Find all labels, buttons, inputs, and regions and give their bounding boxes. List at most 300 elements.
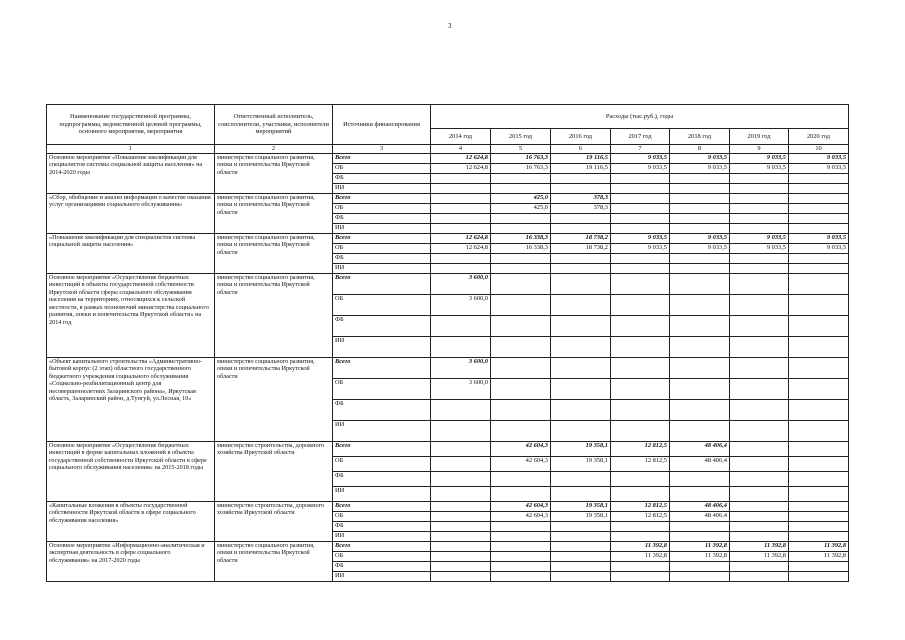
header-year: 2018 год [670, 129, 730, 145]
amount-cell [491, 522, 551, 532]
amount-cell [789, 532, 849, 542]
funding-source-cell: ИИ [333, 184, 431, 194]
executor-cell: министерство социального развития, опеки и попечительства Иркутской области [215, 274, 333, 358]
funding-source-cell: ФБ [333, 214, 431, 224]
header-expenses: Расходы (тыс.руб.), годы [431, 105, 849, 129]
amount-cell [551, 400, 611, 421]
amount-cell [789, 184, 849, 194]
table-row [47, 234, 849, 244]
amount-cell [551, 295, 611, 316]
amount-cell: 11 392,8 [789, 552, 849, 562]
amount-cell [611, 379, 670, 400]
funding-source-cell: Всего [333, 274, 431, 295]
amount-cell [789, 512, 849, 522]
amount-cell [611, 316, 670, 337]
amount-cell [670, 472, 730, 487]
amount-cell [789, 472, 849, 487]
amount-cell [431, 442, 491, 457]
amount-cell: 9 033,5 [730, 234, 789, 244]
amount-cell [431, 542, 491, 552]
amount-cell [611, 472, 670, 487]
table-row [47, 358, 849, 379]
amount-cell: 42 604,3 [491, 502, 551, 512]
amount-cell [431, 552, 491, 562]
amount-cell [730, 214, 789, 224]
header-program-name: Наименование государственной программы, подпрограммы, ведомственной целевой программы, основного мероприятия, мероприятия [47, 105, 215, 145]
funding-source-cell: ИИ [333, 224, 431, 234]
amount-cell [491, 337, 551, 358]
column-number: 1 [47, 145, 215, 154]
funding-source-cell: Всего [333, 234, 431, 244]
amount-cell [611, 532, 670, 542]
amount-cell [670, 174, 730, 184]
amount-cell [431, 532, 491, 542]
amount-cell [730, 174, 789, 184]
amount-cell [491, 316, 551, 337]
amount-cell [491, 184, 551, 194]
funding-source-cell: ФБ [333, 522, 431, 532]
funding-source-cell: Всего [333, 442, 431, 457]
amount-cell [491, 224, 551, 234]
amount-cell: 9 033,5 [670, 164, 730, 174]
amount-cell: 11 392,8 [670, 542, 730, 552]
amount-cell [611, 337, 670, 358]
amount-cell: 9 033,5 [789, 244, 849, 254]
funding-source-cell: ОБ [333, 204, 431, 214]
amount-cell: 16 763,3 [491, 154, 551, 164]
amount-cell [431, 194, 491, 204]
amount-cell [431, 204, 491, 214]
amount-cell [789, 274, 849, 295]
amount-cell: 11 392,8 [670, 552, 730, 562]
executor-cell: министерство социального развития, опеки и попечительства Иркутской области [215, 542, 333, 582]
amount-cell: 16 763,3 [491, 164, 551, 174]
amount-cell [611, 562, 670, 572]
amount-cell [551, 214, 611, 224]
amount-cell: 12 812,5 [611, 457, 670, 472]
column-number: 10 [789, 145, 849, 154]
amount-cell [431, 522, 491, 532]
funding-source-cell: ОБ [333, 164, 431, 174]
amount-cell [730, 204, 789, 214]
amount-cell [491, 358, 551, 379]
amount-cell [491, 254, 551, 264]
header-year: 2017 год [611, 129, 670, 145]
amount-cell [789, 204, 849, 214]
funding-source-cell: ОБ [333, 379, 431, 400]
amount-cell [551, 316, 611, 337]
amount-cell [730, 264, 789, 274]
executor-cell: министерство социального развития, опеки и попечительства Иркутской области [215, 234, 333, 274]
amount-cell [730, 532, 789, 542]
amount-cell [551, 274, 611, 295]
amount-cell [670, 379, 730, 400]
amount-cell [670, 254, 730, 264]
funding-source-cell: ОБ [333, 457, 431, 472]
column-number: 5 [491, 145, 551, 154]
amount-cell [670, 572, 730, 582]
amount-cell [730, 562, 789, 572]
amount-cell [431, 487, 491, 502]
funding-source-cell: ИИ [333, 337, 431, 358]
amount-cell [431, 174, 491, 184]
amount-cell [551, 421, 611, 442]
amount-cell [551, 184, 611, 194]
amount-cell: 9 033,5 [789, 234, 849, 244]
amount-cell [491, 379, 551, 400]
amount-cell: 425,0 [491, 194, 551, 204]
amount-cell [551, 542, 611, 552]
amount-cell: 3 600,0 [431, 358, 491, 379]
header-executor: Ответственный исполнитель, соисполнители, участники, исполнители мероприятий [215, 105, 333, 145]
executor-cell: министерство социального развития, опеки и попечительства Иркутской области [215, 154, 333, 194]
amount-cell [491, 562, 551, 572]
funding-source-cell: Всего [333, 154, 431, 164]
amount-cell [730, 457, 789, 472]
amount-cell: 9 033,5 [789, 164, 849, 174]
amount-cell [670, 274, 730, 295]
executor-cell: министерство социального развития, опеки и попечительства Иркутской области [215, 194, 333, 234]
amount-cell [491, 487, 551, 502]
amount-cell [431, 400, 491, 421]
amount-cell [670, 194, 730, 204]
amount-cell [431, 472, 491, 487]
amount-cell [670, 562, 730, 572]
amount-cell [670, 204, 730, 214]
amount-cell [730, 316, 789, 337]
amount-cell: 12 624,8 [431, 164, 491, 174]
amount-cell [789, 194, 849, 204]
amount-cell [730, 358, 789, 379]
program-name-cell: «Сбор, обобщение и анализ информации о качестве оказания услуг организациями социального обслуживания» [47, 194, 215, 234]
amount-cell [431, 421, 491, 442]
amount-cell [789, 174, 849, 184]
amount-cell [491, 532, 551, 542]
amount-cell [551, 487, 611, 502]
table-row [47, 154, 849, 164]
amount-cell: 9 033,5 [730, 164, 789, 174]
funding-source-cell: ФБ [333, 400, 431, 421]
amount-cell [730, 194, 789, 204]
table-row [47, 274, 849, 295]
program-name-cell: «Капитальные вложения в объекты государственной собственности Иркутской области в сфере социального обслуживания населения» [47, 502, 215, 542]
amount-cell: 11 392,8 [611, 542, 670, 552]
funding-source-cell: ИИ [333, 264, 431, 274]
executor-cell: министерство социального развития, опеки и попечительства Иркутской области [215, 358, 333, 442]
amount-cell [670, 358, 730, 379]
funding-source-cell: ИИ [333, 487, 431, 502]
amount-cell: 11 392,8 [730, 552, 789, 562]
amount-cell [730, 400, 789, 421]
amount-cell [789, 457, 849, 472]
amount-cell [789, 358, 849, 379]
amount-cell [551, 174, 611, 184]
funding-source-cell: ФБ [333, 174, 431, 184]
program-name-cell: Основное мероприятие «Повышение квалификации для специалистов системы социальной защиты населения» на 2014-2020 годы [47, 154, 215, 194]
amount-cell [551, 254, 611, 264]
amount-cell [431, 184, 491, 194]
amount-cell [551, 562, 611, 572]
amount-cell [670, 337, 730, 358]
amount-cell [491, 472, 551, 487]
column-number: 8 [670, 145, 730, 154]
program-name-cell: Основное мероприятие «Информационно-аналитическая и экспертная деятельность в сфере социального обслуживания» на 2017-2020 годы [47, 542, 215, 582]
amount-cell: 48 406,4 [670, 442, 730, 457]
amount-cell: 16 338,3 [491, 244, 551, 254]
funding-source-cell: ИИ [333, 572, 431, 582]
amount-cell [551, 379, 611, 400]
funding-source-cell: ФБ [333, 562, 431, 572]
amount-cell [611, 254, 670, 264]
amount-cell [491, 421, 551, 442]
amount-cell: 48 406,4 [670, 512, 730, 522]
amount-cell [431, 337, 491, 358]
amount-cell: 48 406,4 [670, 457, 730, 472]
table-row [47, 194, 849, 204]
program-name-cell: «Объект капитального строительства «Административно-бытовой корпус (2 этап) областного государственного бюджетного учреждения социального обслуживания «Социально-реабилитационный центр для несовершеннолетних Заларинского района», Иркутская область, Заларинский район, д.Тунгуй, ул.Лесная, 10» [47, 358, 215, 442]
amount-cell: 11 392,8 [789, 542, 849, 552]
amount-cell [431, 254, 491, 264]
amount-cell: 9 033,5 [730, 154, 789, 164]
amount-cell: 9 033,5 [611, 164, 670, 174]
amount-cell: 9 033,5 [670, 244, 730, 254]
amount-cell: 19 358,1 [551, 457, 611, 472]
amount-cell: 9 033,5 [670, 154, 730, 164]
amount-cell [670, 184, 730, 194]
amount-cell [789, 264, 849, 274]
amount-cell [789, 572, 849, 582]
amount-cell [730, 184, 789, 194]
amount-cell [730, 421, 789, 442]
amount-cell [789, 224, 849, 234]
page-number: 3 [448, 22, 452, 30]
amount-cell: 18 738,2 [551, 244, 611, 254]
amount-cell [551, 572, 611, 582]
amount-cell [611, 522, 670, 532]
amount-cell: 12 624,8 [431, 154, 491, 164]
amount-cell: 48 406,4 [670, 502, 730, 512]
funding-source-cell: ФБ [333, 254, 431, 264]
amount-cell: 19 116,5 [551, 154, 611, 164]
amount-cell: 12 624,8 [431, 234, 491, 244]
amount-cell [789, 254, 849, 264]
amount-cell [730, 442, 789, 457]
amount-cell [670, 421, 730, 442]
amount-cell [491, 174, 551, 184]
header-year: 2020 год [789, 129, 849, 145]
amount-cell [551, 358, 611, 379]
amount-cell: 19 358,1 [551, 502, 611, 512]
amount-cell [730, 487, 789, 502]
header-year: 2014 год [431, 129, 491, 145]
table-row [47, 442, 849, 457]
amount-cell [611, 184, 670, 194]
amount-cell [670, 214, 730, 224]
amount-cell: 42 604,3 [491, 457, 551, 472]
amount-cell: 19 116,5 [551, 164, 611, 174]
amount-cell [789, 562, 849, 572]
column-number: 4 [431, 145, 491, 154]
amount-cell [431, 224, 491, 234]
amount-cell [551, 472, 611, 487]
amount-cell [730, 379, 789, 400]
amount-cell [670, 487, 730, 502]
amount-cell [551, 532, 611, 542]
amount-cell [789, 421, 849, 442]
amount-cell [730, 224, 789, 234]
amount-cell [730, 337, 789, 358]
amount-cell [491, 274, 551, 295]
amount-cell [551, 552, 611, 562]
amount-cell: 19 358,1 [551, 442, 611, 457]
funding-source-cell: ОБ [333, 244, 431, 254]
amount-cell [789, 522, 849, 532]
amount-cell: 9 033,5 [611, 234, 670, 244]
funding-source-cell: ИИ [333, 532, 431, 542]
expenses-table [46, 104, 849, 582]
amount-cell: 12 812,5 [611, 442, 670, 457]
amount-cell: 18 738,2 [551, 234, 611, 244]
amount-cell [789, 487, 849, 502]
amount-cell [730, 472, 789, 487]
column-number: 7 [611, 145, 670, 154]
column-number: 6 [551, 145, 611, 154]
amount-cell [611, 572, 670, 582]
amount-cell: 16 338,3 [491, 234, 551, 244]
amount-cell [431, 214, 491, 224]
amount-cell: 11 392,8 [611, 552, 670, 562]
amount-cell: 9 033,5 [730, 244, 789, 254]
amount-cell [431, 457, 491, 472]
header-year: 2019 год [730, 129, 789, 145]
amount-cell [491, 542, 551, 552]
amount-cell [730, 572, 789, 582]
amount-cell [611, 224, 670, 234]
amount-cell [431, 562, 491, 572]
amount-cell [491, 214, 551, 224]
amount-cell [551, 264, 611, 274]
amount-cell [670, 264, 730, 274]
amount-cell [491, 552, 551, 562]
amount-cell [670, 522, 730, 532]
amount-cell: 11 392,8 [730, 542, 789, 552]
amount-cell [670, 224, 730, 234]
amount-cell [670, 532, 730, 542]
amount-cell [431, 316, 491, 337]
amount-cell: 19 358,1 [551, 512, 611, 522]
amount-cell: 3 600,0 [431, 295, 491, 316]
header-year: 2015 год [491, 129, 551, 145]
amount-cell [611, 295, 670, 316]
amount-cell [611, 264, 670, 274]
amount-cell: 9 033,5 [611, 154, 670, 164]
amount-cell: 3 600,0 [431, 274, 491, 295]
amount-cell [789, 316, 849, 337]
amount-cell: 9 033,5 [670, 234, 730, 244]
column-number: 2 [215, 145, 333, 154]
funding-source-cell: Всего [333, 194, 431, 204]
funding-source-cell: ОБ [333, 295, 431, 316]
column-number: 9 [730, 145, 789, 154]
amount-cell [789, 295, 849, 316]
amount-cell [551, 224, 611, 234]
amount-cell [670, 400, 730, 421]
amount-cell [491, 295, 551, 316]
funding-source-cell: Всего [333, 502, 431, 512]
amount-cell [611, 204, 670, 214]
executor-cell: министерство строительства, дорожного хозяйства Иркутской области [215, 442, 333, 502]
amount-cell: 12 812,5 [611, 502, 670, 512]
amount-cell [730, 274, 789, 295]
funding-source-cell: ОБ [333, 512, 431, 522]
amount-cell [611, 214, 670, 224]
amount-cell: 42 604,3 [491, 512, 551, 522]
funding-source-cell: Всего [333, 542, 431, 552]
funding-source-cell: ФБ [333, 472, 431, 487]
amount-cell [611, 174, 670, 184]
amount-cell: 12 624,8 [431, 244, 491, 254]
funding-source-cell: ОБ [333, 552, 431, 562]
amount-cell [670, 295, 730, 316]
table-body [47, 154, 849, 582]
table-row [47, 542, 849, 552]
amount-cell [611, 358, 670, 379]
program-name-cell: Основное мероприятие «Осуществление бюджетных инвестиций в форме капитальных вложений в объекты государственной собственности Иркутской области в сфере социального обслуживания населения» на 2015-2018 годы [47, 442, 215, 502]
amount-cell [551, 337, 611, 358]
funding-source-cell: Всего [333, 358, 431, 379]
program-name-cell: Основное мероприятие «Осуществление бюджетных инвестиций в объекты государственной собственности Иркутской области сферы социального обслуживания населения на территориях, относящихся к сельской местности, в рамках полномочий министерства социального развития, опеки и попечительства Иркутской области» на 2014 год [47, 274, 215, 358]
amount-cell [611, 421, 670, 442]
amount-cell [789, 502, 849, 512]
amount-cell [611, 194, 670, 204]
amount-cell [431, 502, 491, 512]
amount-cell [431, 264, 491, 274]
amount-cell [670, 316, 730, 337]
amount-cell: 425,0 [491, 204, 551, 214]
amount-cell [789, 214, 849, 224]
amount-cell [789, 379, 849, 400]
amount-cell: 3 600,0 [431, 379, 491, 400]
amount-cell: 42 604,3 [491, 442, 551, 457]
column-number: 3 [333, 145, 431, 154]
amount-cell [611, 274, 670, 295]
amount-cell: 378,3 [551, 194, 611, 204]
amount-cell [491, 264, 551, 274]
amount-cell [789, 400, 849, 421]
amount-cell [431, 512, 491, 522]
amount-cell [789, 337, 849, 358]
amount-cell: 9 033,5 [611, 244, 670, 254]
amount-cell: 12 812,5 [611, 512, 670, 522]
header-year: 2016 год [551, 129, 611, 145]
amount-cell [730, 254, 789, 264]
amount-cell [611, 400, 670, 421]
amount-cell: 378,3 [551, 204, 611, 214]
funding-source-cell: ИИ [333, 421, 431, 442]
column-numbers-row [47, 145, 849, 154]
amount-cell [730, 502, 789, 512]
executor-cell: министерство строительства, дорожного хозяйства Иркутской области [215, 502, 333, 542]
amount-cell [789, 442, 849, 457]
amount-cell: 9 033,5 [789, 154, 849, 164]
funding-source-cell: ФБ [333, 316, 431, 337]
amount-cell [730, 512, 789, 522]
header-funding-source: Источники финансирования [333, 105, 431, 145]
program-name-cell: «Повышение квалификации для специалистов системы социальной защиты населения» [47, 234, 215, 274]
amount-cell [491, 400, 551, 421]
amount-cell [611, 487, 670, 502]
amount-cell [551, 522, 611, 532]
